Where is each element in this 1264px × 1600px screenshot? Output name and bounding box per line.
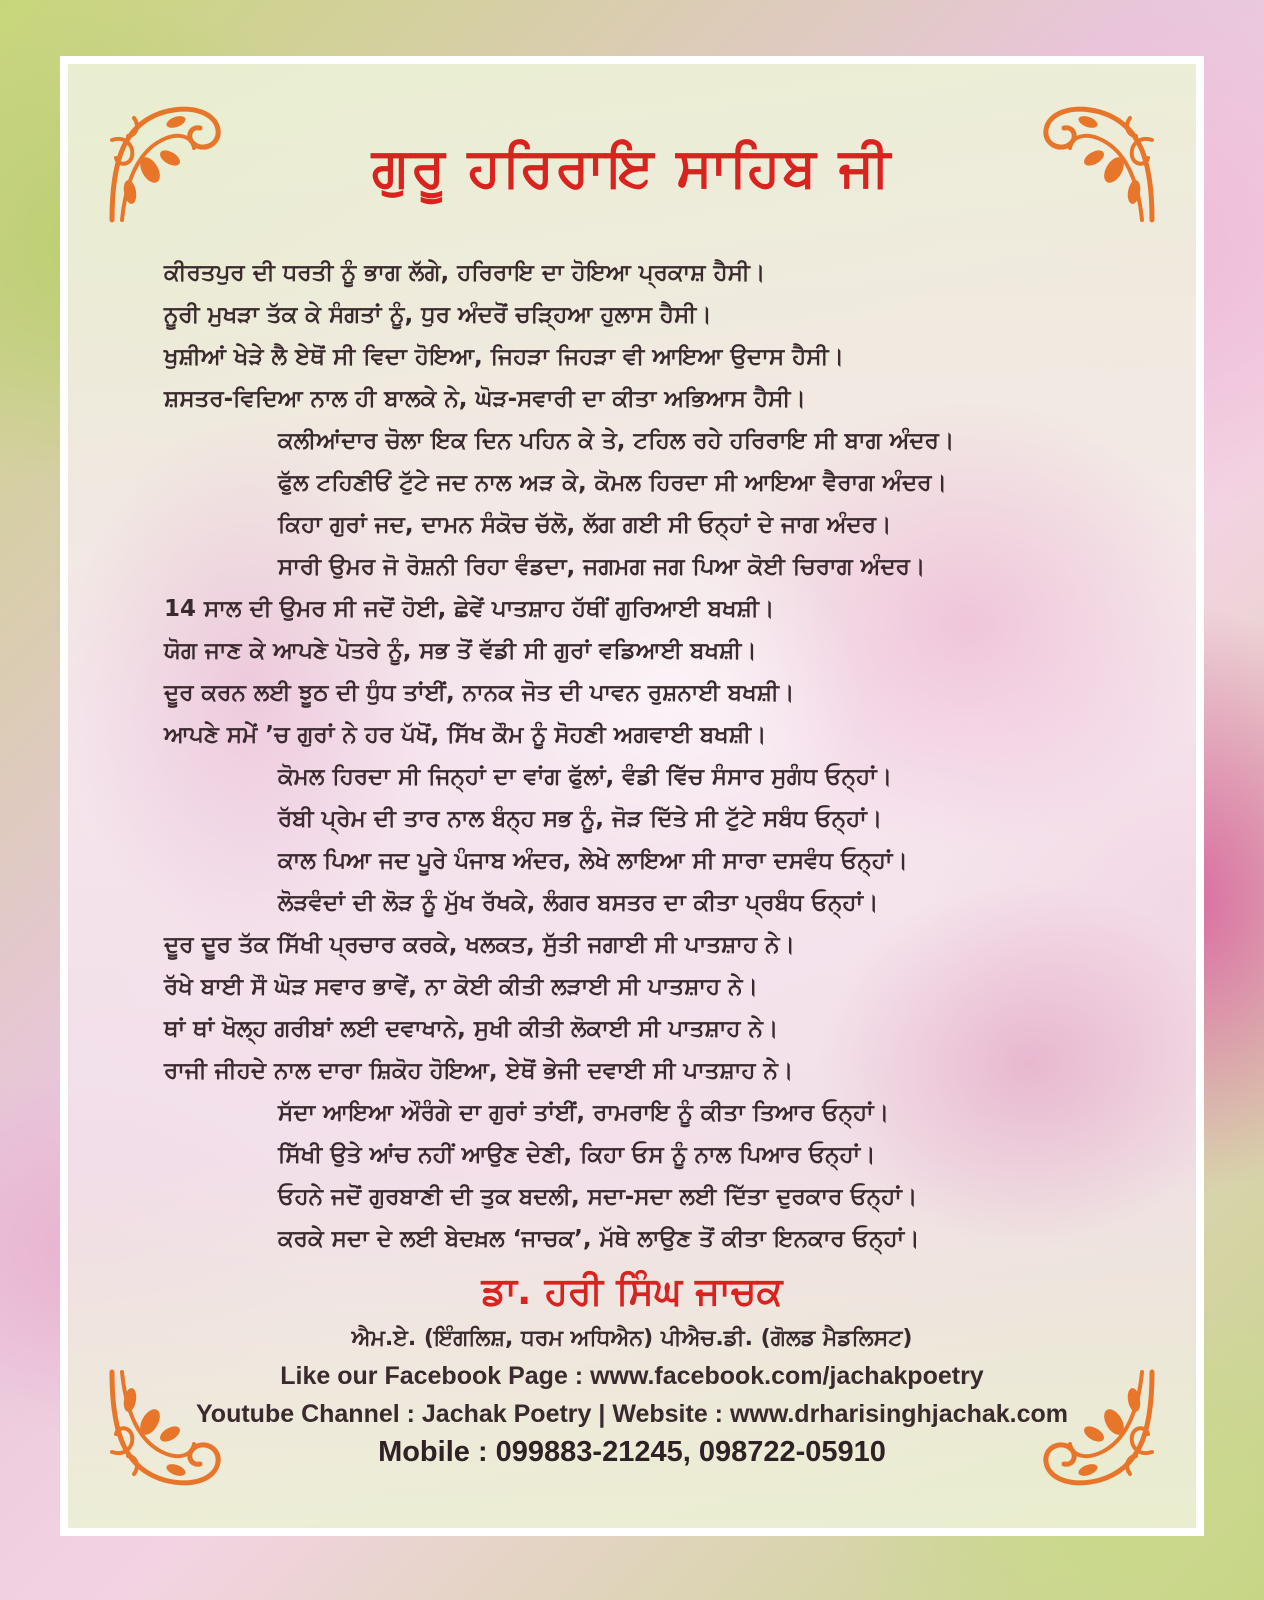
poem-line: ਲੋੜਵੰਦਾਂ ਦੀ ਲੋੜ ਨੂੰ ਮੁੱਖ ਰੱਖਕੇ, ਲੰਗਰ ਬਸਤਰ ਦਾ ਕੀਤਾ ਪ੍ਰਬੰਧ ਓਨ੍ਹਾਂ। [278,890,879,916]
poem-line: ਨੂਰੀ ਮੁਖੜਾ ਤੱਕ ਕੇ ਸੰਗਤਾਂ ਨੂੰ, ਧੁਰ ਅੰਦਰੋਂ ਚੜ੍ਹਿਆ ਹੁਲਾਸ ਹੈਸੀ। [164,302,712,328]
poster-frame [60,56,1204,1536]
poem-line: ਕੀਰਤਪੁਰ ਦੀ ਧਰਤੀ ਨੂੰ ਭਾਗ ਲੱਗੇ, ਹਰਿਰਾਇ ਦਾ ਹੋਇਆ ਪ੍ਰਕਾਸ਼ ਹੈਸੀ। [164,260,766,286]
stanza [164,924,1164,1092]
poem-line: ਕਰਕੇ ਸਦਾ ਦੇ ਲਈ ਬੇਦਖ਼ਲ ‘ਜਾਚਕ’, ਮੱਥੇ ਲਾਉਣ ਤੋਂ ਕੀਤਾ ਇਨਕਾਰ ਓਨ੍ਹਾਂ। [278,1226,920,1252]
poem-line: ਕਾਲ ਪਿਆ ਜਦ ਪੂਰੇ ਪੰਜਾਬ ਅੰਦਰ, ਲੇਖੇ ਲਾਇਆ ਸੀ ਸਾਰਾ ਦਸਵੰਧ ਓਨ੍ਹਾਂ। [278,848,908,874]
poem-body [164,252,1164,1260]
stanza [164,756,1164,924]
poem-line: ਕਿਹਾ ਗੁਰਾਂ ਜਦ, ਦਾਮਨ ਸੰਕੋਚ ਚੱਲੋ, ਲੱਗ ਗਈ ਸੀ ਓਨ੍ਹਾਂ ਦੇ ਜਾਗ ਅੰਦਰ। [278,512,892,538]
facebook-info: Like our Facebook Page : www.facebook.com/jachakpoetry [280,1362,984,1390]
author-name: ਡਾ. ਹਰੀ ਸਿੰਘ ਜਾਚਕ [481,1269,783,1313]
stanza [164,420,1164,588]
poem-line: ਕਲੀਆਂਦਾਰ ਚੋਲਾ ਇਕ ਦਿਨ ਪਹਿਨ ਕੇ ਤੇ, ਟਹਿਲ ਰਹੇ ਹਰਿਰਾਇ ਸੀ ਬਾਗ ਅੰਦਰ। [278,428,955,454]
poem-line: ਰੱਬੀ ਪ੍ਰੇਮ ਦੀ ਤਾਰ ਨਾਲ ਬੰਨ੍ਹ ਸਭ ਨੂੰ, ਜੋੜ ਦਿੱਤੇ ਸੀ ਟੁੱਟੇ ਸਬੰਧ ਓਨ੍ਹਾਂ। [278,806,883,832]
poem-line: ਸ਼ਸਤਰ-ਵਿਦਿਆ ਨਾਲ ਹੀ ਬਾਲਕੇ ਨੇ, ਘੋੜ-ਸਵਾਰੀ ਦਾ ਕੀਤਾ ਅਭਿਆਸ ਹੈਸੀ। [164,386,806,412]
poem-line: ਖੁਸ਼ੀਆਂ ਖੇੜੇ ਲੈ ਏਥੋਂ ਸੀ ਵਿਦਾ ਹੋਇਆ, ਜਿਹੜਾ ਜਿਹੜਾ ਵੀ ਆਇਆ ਉਦਾਸ ਹੈਸੀ। [164,344,845,370]
poem-title: ਗੁਰੂ ਹਰਿਰਾਇ ਸਾਹਿਬ ਜੀ [371,136,893,199]
poem-line: ਸਿੱਖੀ ਉਤੇ ਆਂਚ ਨਹੀਂ ਆਉਣ ਦੇਣੀ, ਕਿਹਾ ਓਸ ਨੂੰ ਨਾਲ ਪਿਆਰ ਓਨ੍ਹਾਂ। [278,1142,876,1168]
youtube-website-info: Youtube Channel : Jachak Poetry | Website : www.drharisinghjachak.com [195,1400,1068,1428]
poem-line: ਸਾਰੀ ਉਮਰ ਜੋ ਰੋਸ਼ਨੀ ਰਿਹਾ ਵੰਡਦਾ, ਜਗਮਗ ਜਗ ਪਿਆ ਕੋਈ ਚਿਰਾਗ ਅੰਦਰ। [278,554,926,580]
author-credentials: ਐਮ.ਏ. (ਇੰਗਲਿਸ਼, ਧਰਮ ਅਧਿਐਨ) ਪੀਐਚ.ਡੀ. (ਗੋਲਡ ਮੈਡਲਿਸਟ) [351,1326,913,1351]
poem-line: ਆਪਣੇ ਸਮੇਂ ’ਚ ਗੁਰਾਂ ਨੇ ਹਰ ਪੱਖੋਂ, ਸਿੱਖ ਕੌਮ ਨੂੰ ਸੋਹਣੀ ਅਗਵਾਈ ਬਖਸ਼ੀ। [164,722,767,748]
poem-line: ਥਾਂ ਥਾਂ ਖੋਲ੍ਹ ਗਰੀਬਾਂ ਲਈ ਦਵਾਖਾਨੇ, ਸੁਖੀ ਕੀਤੀ ਲੋਕਾਈ ਸੀ ਪਾਤਸ਼ਾਹ ਨੇ। [164,1016,779,1042]
mobile-numbers: Mobile : 099883-21245, 098722-05910 [378,1436,886,1468]
poem-line: ਦੂਰ ਕਰਨ ਲਈ ਝੂਠ ਦੀ ਧੁੰਧ ਤਾਂਈਂ, ਨਾਨਕ ਜੋਤ ਦੀ ਪਾਵਨ ਰੁਸ਼ਨਾਈ ਬਖਸ਼ੀ। [164,680,795,706]
poem-line: ਕੋਮਲ ਹਿਰਦਾ ਸੀ ਜਿਨ੍ਹਾਂ ਦਾ ਵਾਂਗ ਫੁੱਲਾਂ, ਵੰਡੀ ਵਿੱਚ ਸੰਸਾਰ ਸੁਗੰਧ ਓਨ੍ਹਾਂ। [278,764,893,790]
stanza [164,252,1164,420]
poem-line: ਦੂਰ ਦੂਰ ਤੱਕ ਸਿੱਖੀ ਪ੍ਰਚਾਰ ਕਰਕੇ, ਖਲਕਤ, ਸੁੱਤੀ ਜਗਾਈ ਸੀ ਪਾਤਸ਼ਾਹ ਨੇ। [164,932,795,958]
poem-line: ਫੁੱਲ ਟਹਿਣੀਓਂ ਟੁੱਟੇ ਜਦ ਨਾਲ ਅੜ ਕੇ, ਕੋਮਲ ਹਿਰਦਾ ਸੀ ਆਇਆ ਵੈਰਾਗ ਅੰਦਰ। [278,470,947,496]
poem-line: ਯੋਗ ਜਾਣ ਕੇ ਆਪਣੇ ਪੋਤਰੇ ਨੂੰ, ਸਭ ਤੋਂ ਵੱਡੀ ਸੀ ਗੁਰਾਂ ਵਡਿਆਈ ਬਖਸ਼ੀ। [164,638,757,664]
poem-line: ਰੱਖੇ ਬਾਈ ਸੌ ਘੋੜ ਸਵਾਰ ਭਾਵੇਂ, ਨਾ ਕੋਈ ਕੀਤੀ ਲੜਾਈ ਸੀ ਪਾਤਸ਼ਾਹ ਨੇ। [164,974,759,1000]
stanza [164,1092,1164,1260]
poem-line: ਸੱਦਾ ਆਇਆ ਔਰੰਗੇ ਦਾ ਗੁਰਾਂ ਤਾਂਈਂ, ਰਾਮਰਾਇ ਨੂੰ ਕੀਤਾ ਤਿਆਰ ਓਨ੍ਹਾਂ। [278,1100,890,1126]
stanza [164,588,1164,756]
poem-line: 14 ਸਾਲ ਦੀ ਉਮਰ ਸੀ ਜਦੋਂ ਹੋਈ, ਛੇਵੇਂ ਪਾਤਸ਼ਾਹ ਹੱਥੀਂ ਗੁਰਿਆਈ ਬਖਸ਼ੀ। [164,596,775,622]
poem-line: ਰਾਜੀ ਜੀਹਦੇ ਨਾਲ ਦਾਰਾ ਸ਼ਿਕੋਹ ਹੋਇਆ, ਏਥੋਂ ਭੇਜੀ ਦਵਾਈ ਸੀ ਪਾਤਸ਼ਾਹ ਨੇ। [164,1058,794,1084]
poem-line: ਓਹਨੇ ਜਦੋਂ ਗੁਰਬਾਣੀ ਦੀ ਤੁਕ ਬਦਲੀ, ਸਦਾ-ਸਦਾ ਲਈ ਦਿੱਤਾ ਦੁਰਕਾਰ ਓਨ੍ਹਾਂ। [278,1184,918,1210]
